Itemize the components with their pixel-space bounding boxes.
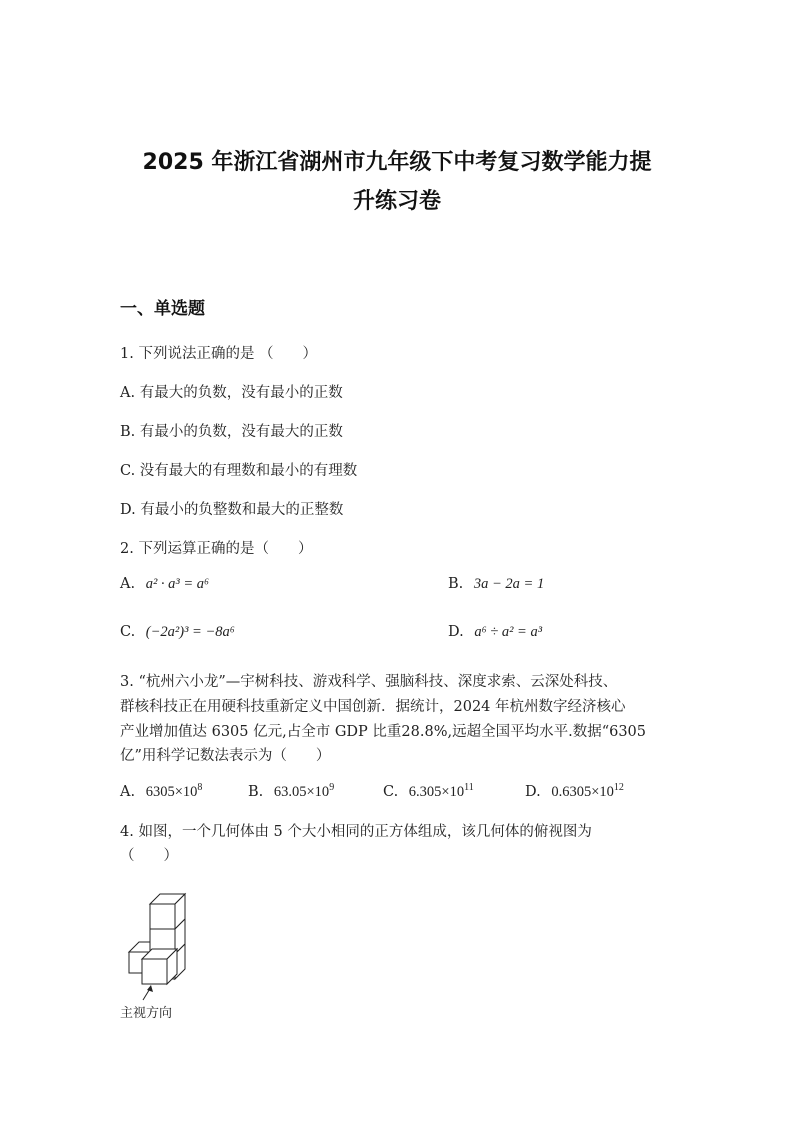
q2-option-c-expr: (−2a²)³ = −8a⁶ [145, 624, 235, 640]
q2-option-a [120, 576, 209, 593]
q3-option-c-exp: 11 [464, 782, 474, 793]
section-heading: 一、单选题 [120, 299, 205, 319]
q2-option-b [448, 576, 544, 593]
q2-option-d-label: D. [448, 624, 464, 640]
q3-line-2: 群核科技正在用硬科技重新定义中国创新．据统计，2024 年杭州数字经济核心 [120, 699, 626, 715]
q3-option-d-base: 0.6305×10 [551, 784, 614, 800]
q2-option-d [448, 624, 542, 641]
doc-title-line-2: 升练习卷 [352, 189, 441, 214]
q3-option-d-label: D. [525, 784, 541, 800]
q2-stem: 2. 下列运算正确的是（ ） [120, 541, 313, 557]
q3-option-d [525, 782, 624, 801]
q1-option-c: C. 没有最大的有理数和最小的有理数 [120, 463, 358, 479]
q2-option-c-label: C. [120, 624, 136, 640]
figure-caption: 主视方向 [120, 1005, 173, 1020]
doc-title-line-1: 2025 年浙江省湖州市九年级下中考复习数学能力提 [142, 150, 652, 175]
q2-option-b-expr: 3a − 2a = 1 [473, 576, 545, 592]
q3-option-a-base: 6305×10 [145, 784, 198, 800]
q2-option-a-expr: a² · a³ = a⁶ [145, 576, 210, 592]
q3-option-c [383, 782, 474, 801]
q2-option-a-label: A. [120, 576, 136, 592]
q1-option-d: D. 有最小的负整数和最大的正整数 [120, 502, 344, 518]
q3-option-d-exp: 12 [613, 782, 624, 793]
q3-option-a-label: A. [120, 784, 136, 800]
q2-option-d-expr: a⁶ ÷ a² = a³ [474, 624, 543, 640]
q4-line-1: 4. 如图，一个几何体由 5 个大小相同的正方体组成，该几何体的俯视图为 [120, 824, 592, 840]
q3-line-3: 产业增加值达 6305 亿元,占全市 GDP 比重28.8%,远超全国平均水平.数据“6305 [120, 724, 647, 740]
q3-option-c-label: C. [383, 784, 399, 800]
q3-option-c-base: 6.305×10 [408, 784, 465, 800]
q2-option-c [120, 624, 235, 641]
q1-option-b: B. 有最小的负数，没有最大的正数 [120, 424, 343, 440]
q3-option-b-exp: 9 [329, 782, 335, 793]
q3-line-1: 3. “杭州六小龙”—宇树科技、游戏科学、强脑科技、深度求索、云深处科技、 [120, 674, 618, 690]
q3-option-a-exp: 8 [197, 782, 203, 793]
q4-line-2: （ ） [120, 848, 178, 864]
q3-option-a [120, 782, 202, 801]
q2-option-b-label: B. [448, 576, 464, 592]
q3-option-b [248, 782, 334, 801]
q3-line-4: 亿”用科学记数法表示为（ ） [120, 748, 331, 764]
q3-option-b-base: 63.05×10 [273, 784, 330, 800]
q3-option-b-label: B. [248, 784, 264, 800]
q1-stem: 1. 下列说法正确的是 （ ） [120, 346, 318, 362]
q1-option-a: A. 有最大的负数，没有最小的正数 [120, 385, 343, 401]
cube-figure [110, 880, 210, 1025]
